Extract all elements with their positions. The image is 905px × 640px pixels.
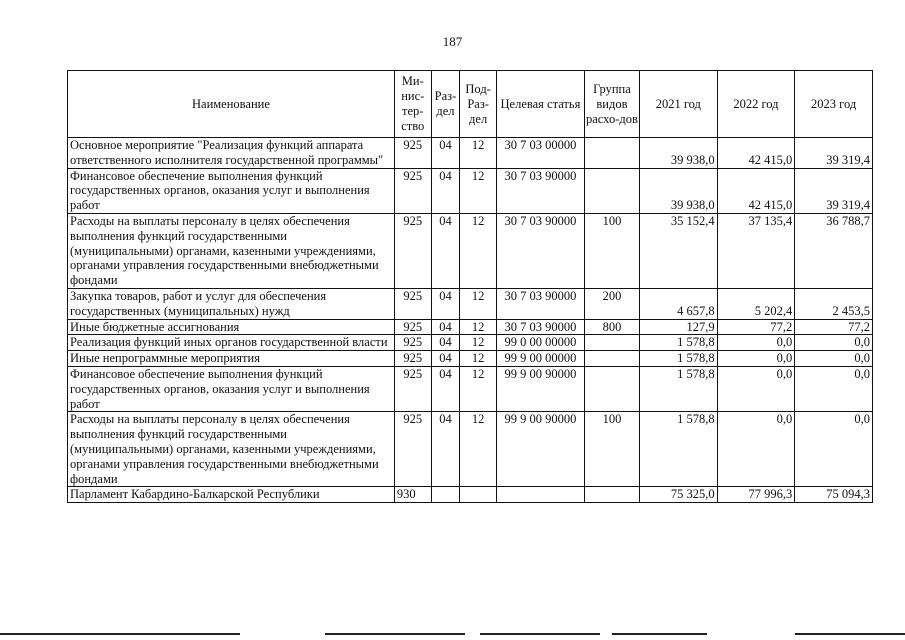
row-2022: 0,0 bbox=[717, 335, 795, 351]
header-section: Раз-дел bbox=[431, 71, 460, 138]
row-2022: 0,0 bbox=[717, 412, 795, 487]
table-row bbox=[68, 366, 873, 411]
row-name: Расходы на выплаты персоналу в целях обеспечения выполнения функций государственными (муниципальными) органами, казенными учреждениями, органами управления государственными внебюджетными фондами bbox=[68, 412, 395, 487]
row-target-article: 30 7 03 90000 bbox=[497, 288, 585, 319]
row-2021: 127,9 bbox=[640, 319, 718, 335]
row-target-article: 30 7 03 90000 bbox=[497, 213, 585, 288]
row-2023: 0,0 bbox=[795, 351, 873, 367]
row-expense-group: 100 bbox=[584, 213, 639, 288]
table-row bbox=[68, 319, 873, 335]
row-subsection: 12 bbox=[460, 168, 497, 213]
row-ministry: 930 bbox=[394, 487, 431, 503]
table-row bbox=[68, 288, 873, 319]
row-ministry: 925 bbox=[394, 366, 431, 411]
row-section: 04 bbox=[431, 351, 460, 367]
scan-artifact-line bbox=[0, 633, 240, 635]
row-section: 04 bbox=[431, 412, 460, 487]
row-target-article: 99 0 00 00000 bbox=[497, 335, 585, 351]
header-ministry: Ми-нис-тер-ство bbox=[394, 71, 431, 138]
row-2023: 36 788,7 bbox=[795, 213, 873, 288]
row-2023: 0,0 bbox=[795, 335, 873, 351]
row-section: 04 bbox=[431, 366, 460, 411]
row-ministry: 925 bbox=[394, 168, 431, 213]
row-target-article bbox=[497, 487, 585, 503]
header-2022: 2022 год bbox=[717, 71, 795, 138]
row-subsection: 12 bbox=[460, 288, 497, 319]
row-subsection: 12 bbox=[460, 412, 497, 487]
table-row bbox=[68, 213, 873, 288]
header-subsection: Под-Раз-дел bbox=[460, 71, 497, 138]
page-number: 187 bbox=[442, 34, 463, 49]
row-expense-group: 200 bbox=[584, 288, 639, 319]
row-expense-group bbox=[584, 335, 639, 351]
row-2021: 1 578,8 bbox=[640, 366, 718, 411]
row-subsection: 12 bbox=[460, 319, 497, 335]
row-2022: 42 415,0 bbox=[717, 168, 795, 213]
row-2023: 39 319,4 bbox=[795, 138, 873, 169]
row-name: Финансовое обеспечение выполнения функций государственных органов, оказания услуг и выполнения работ bbox=[68, 168, 395, 213]
row-name: Основное мероприятие "Реализация функций аппарата ответственного исполнителя государственной программы" bbox=[68, 138, 395, 169]
header-expense-group: Группа видов расхо-дов bbox=[584, 71, 639, 138]
header-name: Наименование bbox=[68, 71, 395, 138]
scan-artifact-line bbox=[480, 633, 600, 635]
row-name: Закупка товаров, работ и услуг для обеспечения государственных (муниципальных) нужд bbox=[68, 288, 395, 319]
row-2023: 39 319,4 bbox=[795, 168, 873, 213]
row-name: Иные непрограммные мероприятия bbox=[68, 351, 395, 367]
row-expense-group bbox=[584, 351, 639, 367]
scan-artifact-line bbox=[325, 633, 465, 635]
row-ministry: 925 bbox=[394, 335, 431, 351]
row-expense-group bbox=[584, 366, 639, 411]
row-name: Финансовое обеспечение выполнения функций государственных органов, оказания услуг и выполнения работ bbox=[68, 366, 395, 411]
table-row bbox=[68, 335, 873, 351]
row-section: 04 bbox=[431, 138, 460, 169]
row-2022: 42 415,0 bbox=[717, 138, 795, 169]
row-2022: 77 996,3 bbox=[717, 487, 795, 503]
row-2021: 1 578,8 bbox=[640, 351, 718, 367]
row-2022: 5 202,4 bbox=[717, 288, 795, 319]
row-2021: 1 578,8 bbox=[640, 412, 718, 487]
row-subsection: 12 bbox=[460, 138, 497, 169]
row-ministry: 925 bbox=[394, 288, 431, 319]
row-ministry: 925 bbox=[394, 412, 431, 487]
row-name: Расходы на выплаты персоналу в целях обеспечения выполнения функций государственными (муниципальными) органами, казенными учреждениями, органами управления государственными внебюджетными фондами bbox=[68, 213, 395, 288]
row-subsection bbox=[460, 487, 497, 503]
table-row bbox=[68, 138, 873, 169]
row-ministry: 925 bbox=[394, 319, 431, 335]
row-expense-group bbox=[584, 138, 639, 169]
row-2022: 77,2 bbox=[717, 319, 795, 335]
table-row bbox=[68, 168, 873, 213]
row-target-article: 99 9 00 00000 bbox=[497, 351, 585, 367]
row-name: Парламент Кабардино-Балкарской Республики bbox=[68, 487, 395, 503]
row-target-article: 99 9 00 90000 bbox=[497, 412, 585, 487]
row-2021: 1 578,8 bbox=[640, 335, 718, 351]
row-expense-group bbox=[584, 168, 639, 213]
row-section bbox=[431, 487, 460, 503]
scan-artifact-line bbox=[612, 633, 707, 635]
row-name: Реализация функций иных органов государственной власти bbox=[68, 335, 395, 351]
row-target-article: 30 7 03 00000 bbox=[497, 138, 585, 169]
row-2021: 75 325,0 bbox=[640, 487, 718, 503]
scan-artifact-line bbox=[795, 633, 905, 635]
row-2021: 35 152,4 bbox=[640, 213, 718, 288]
table-row bbox=[68, 351, 873, 367]
row-ministry: 925 bbox=[394, 351, 431, 367]
row-target-article: 30 7 03 90000 bbox=[497, 168, 585, 213]
table-header-row bbox=[68, 71, 873, 138]
row-section: 04 bbox=[431, 319, 460, 335]
row-section: 04 bbox=[431, 335, 460, 351]
row-ministry: 925 bbox=[394, 213, 431, 288]
row-target-article: 30 7 03 90000 bbox=[497, 319, 585, 335]
row-expense-group bbox=[584, 487, 639, 503]
row-2023: 0,0 bbox=[795, 412, 873, 487]
header-2023: 2023 год bbox=[795, 71, 873, 138]
row-target-article: 99 9 00 90000 bbox=[497, 366, 585, 411]
row-name: Иные бюджетные ассигнования bbox=[68, 319, 395, 335]
row-2022: 0,0 bbox=[717, 351, 795, 367]
row-section: 04 bbox=[431, 168, 460, 213]
row-expense-group: 100 bbox=[584, 412, 639, 487]
row-2023: 77,2 bbox=[795, 319, 873, 335]
table-row-total bbox=[68, 487, 873, 503]
row-2021: 4 657,8 bbox=[640, 288, 718, 319]
row-2021: 39 938,0 bbox=[640, 138, 718, 169]
row-2023: 2 453,5 bbox=[795, 288, 873, 319]
row-ministry: 925 bbox=[394, 138, 431, 169]
row-2023: 0,0 bbox=[795, 366, 873, 411]
row-subsection: 12 bbox=[460, 335, 497, 351]
header-target-article: Целевая статья bbox=[497, 71, 585, 138]
row-section: 04 bbox=[431, 288, 460, 319]
row-2022: 0,0 bbox=[717, 366, 795, 411]
row-section: 04 bbox=[431, 213, 460, 288]
row-subsection: 12 bbox=[460, 213, 497, 288]
table-row bbox=[68, 412, 873, 487]
budget-table bbox=[67, 70, 873, 503]
row-2022: 37 135,4 bbox=[717, 213, 795, 288]
header-2021: 2021 год bbox=[640, 71, 718, 138]
row-2021: 39 938,0 bbox=[640, 168, 718, 213]
row-subsection: 12 bbox=[460, 366, 497, 411]
row-2023: 75 094,3 bbox=[795, 487, 873, 503]
row-expense-group: 800 bbox=[584, 319, 639, 335]
row-subsection: 12 bbox=[460, 351, 497, 367]
